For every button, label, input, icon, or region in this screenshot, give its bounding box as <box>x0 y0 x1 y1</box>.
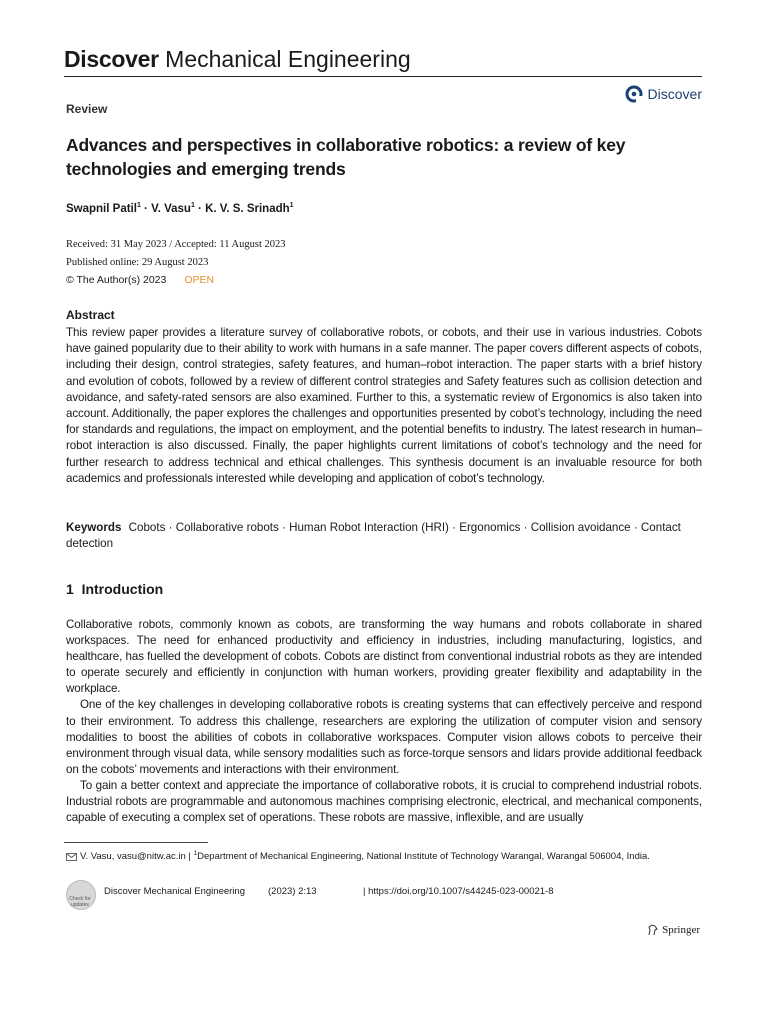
author-name[interactable]: K. V. S. Srinadh <box>205 202 290 215</box>
affiliation-number: 1 <box>193 850 198 857</box>
author-name[interactable]: Swapnil Patil <box>66 202 137 215</box>
abstract-text: This review paper provides a literature survey of collaborative robots, or cobots, and their use in various industries. Cobots have gained popularity due to their ability to work with humans in a safe manner. The paper covers different aspects of cobots, including their design, control strategies, safety features, and human–robot interaction. The paper starts with a brief history and evolution of cobots, followed by a review of different control strategies and Safety features such as collision detection and avoidance, and safety-rated sensors are also examined. Further to this, a systematic review of Ergonomics is also taken into account. Additionally, the paper explores the challenges and opportunities presented by cobot’s technology, including the need for standards and regulations, the impact on employment, and the potential benefits to industry. The latest research in human–robot interaction is also discussed. Finally, the paper highlights current limitations of cobot’s technology and the need for further research to address technical and ethical challenges. This synthesis document is an invaluable resource for both academics and professionals interested while developing and application of cobot’s technology. <box>66 326 702 485</box>
article-type: Review <box>66 102 108 116</box>
journal-brand: Discover <box>64 46 159 72</box>
published-date: Published online: 29 August 2023 <box>66 257 209 268</box>
introduction-body <box>66 617 702 826</box>
keywords-line <box>66 520 702 552</box>
copyright-text: © The Author(s) 2023 <box>66 274 167 286</box>
footnote-rule <box>64 842 208 843</box>
mail-icon <box>66 853 77 861</box>
paragraph: One of the key challenges in developing collaborative robots is creating systems that can effectively perceive and respond to their environment. To address this challenge, researchers are exploring the utilization of computer vision and sensory modalities to boost the abilities of cobots in collaborative workspaces. Computer vision allows cobots to perceive their environment through visual data, while sensory modalities such as force-torque sensors and lidars provide additional feedback on the cobots’ movements and interactions with their environment. <box>66 698 702 776</box>
footer-issue: (2023) 2:13 <box>268 886 317 897</box>
author-name[interactable]: V. Vasu <box>151 202 191 215</box>
footnote: V. Vasu, vasu@nitw.ac.in | $^1$Department of Mechanical Engineering, National Institute of Technology Warangal, Warangal 506004, India. <box>66 850 650 862</box>
springer-horse-icon <box>647 924 659 936</box>
journal-subject: Mechanical Engineering <box>165 46 411 72</box>
section-heading <box>66 581 163 597</box>
open-access-badge[interactable]: OPEN <box>184 274 215 286</box>
section-number: 1 <box>66 581 74 597</box>
author-list: Swapnil Patil$^1$ · V. Vasu$^1$ · K. V. S. Srinadh$^1$ <box>66 202 294 215</box>
paragraph: Collaborative robots, commonly known as cobots, are transforming the way humans and robots collaborate in shared workspaces. The need for enhanced productivity and efficiency in industries, including manufacturing, logistics, and healthcare, has fuelled the development of cobots. Cobots are distinct from conventional industrial robots as they are intended to operate securely and efficiently in conjunction with human workers, providing greater flexibility and adaptability in the workplace. <box>66 618 702 696</box>
abstract-heading: Abstract <box>66 308 115 322</box>
corresponding-author[interactable]: V. Vasu, vasu@nitw.ac.in <box>80 851 186 863</box>
author-affiliation-mark: 1 <box>190 202 195 209</box>
footer-doi-link[interactable]: | https://doi.org/10.1007/s44245-023-00021-8 <box>363 886 554 897</box>
springer-logo <box>647 924 700 936</box>
paragraph: To gain a better context and appreciate the importance of collaborative robots, it is crucial to comprehend industrial robots. Industrial robots are programmable and autonomous machines comprising electronic, electrical, and mechanical components, capable of executing a complex set of operations. These robots are massive, inflexible, and are usually <box>66 778 702 825</box>
discover-logo-icon <box>625 85 643 103</box>
author-affiliation-mark: 1 <box>289 202 294 209</box>
author-affiliation-mark: 1 <box>136 202 141 209</box>
affiliation-text: Department of Mechanical Engineering, National Institute of Technology Warangal, Warangal 506004, India. <box>197 851 650 863</box>
copyright-line <box>66 274 214 286</box>
section-title: Introduction <box>81 581 164 597</box>
keywords-list: Cobots · Collaborative robots · Human Robot Interaction (HRI) · Ergonomics · Collision avoidance · Contact detection <box>66 521 681 551</box>
discover-logo-text: Discover <box>647 86 702 102</box>
received-date: Received: 31 May 2023 / Accepted: 11 August 2023 <box>66 239 286 250</box>
keywords-label: Keywords <box>66 521 122 534</box>
footer-journal: Discover Mechanical Engineering <box>104 886 245 897</box>
publisher-name: Springer <box>662 924 700 936</box>
journal-header <box>64 44 411 74</box>
paper-title: Advances and perspectives in collaborative robotics: a review of key technologies and emerging trends <box>66 135 626 179</box>
discover-logo[interactable] <box>625 85 702 103</box>
doi-text: https://doi.org/10.1007/s44245-023-00021-8 <box>368 886 554 897</box>
check-for-updates-label: Check for updates <box>69 896 91 908</box>
header-rule <box>64 76 702 77</box>
